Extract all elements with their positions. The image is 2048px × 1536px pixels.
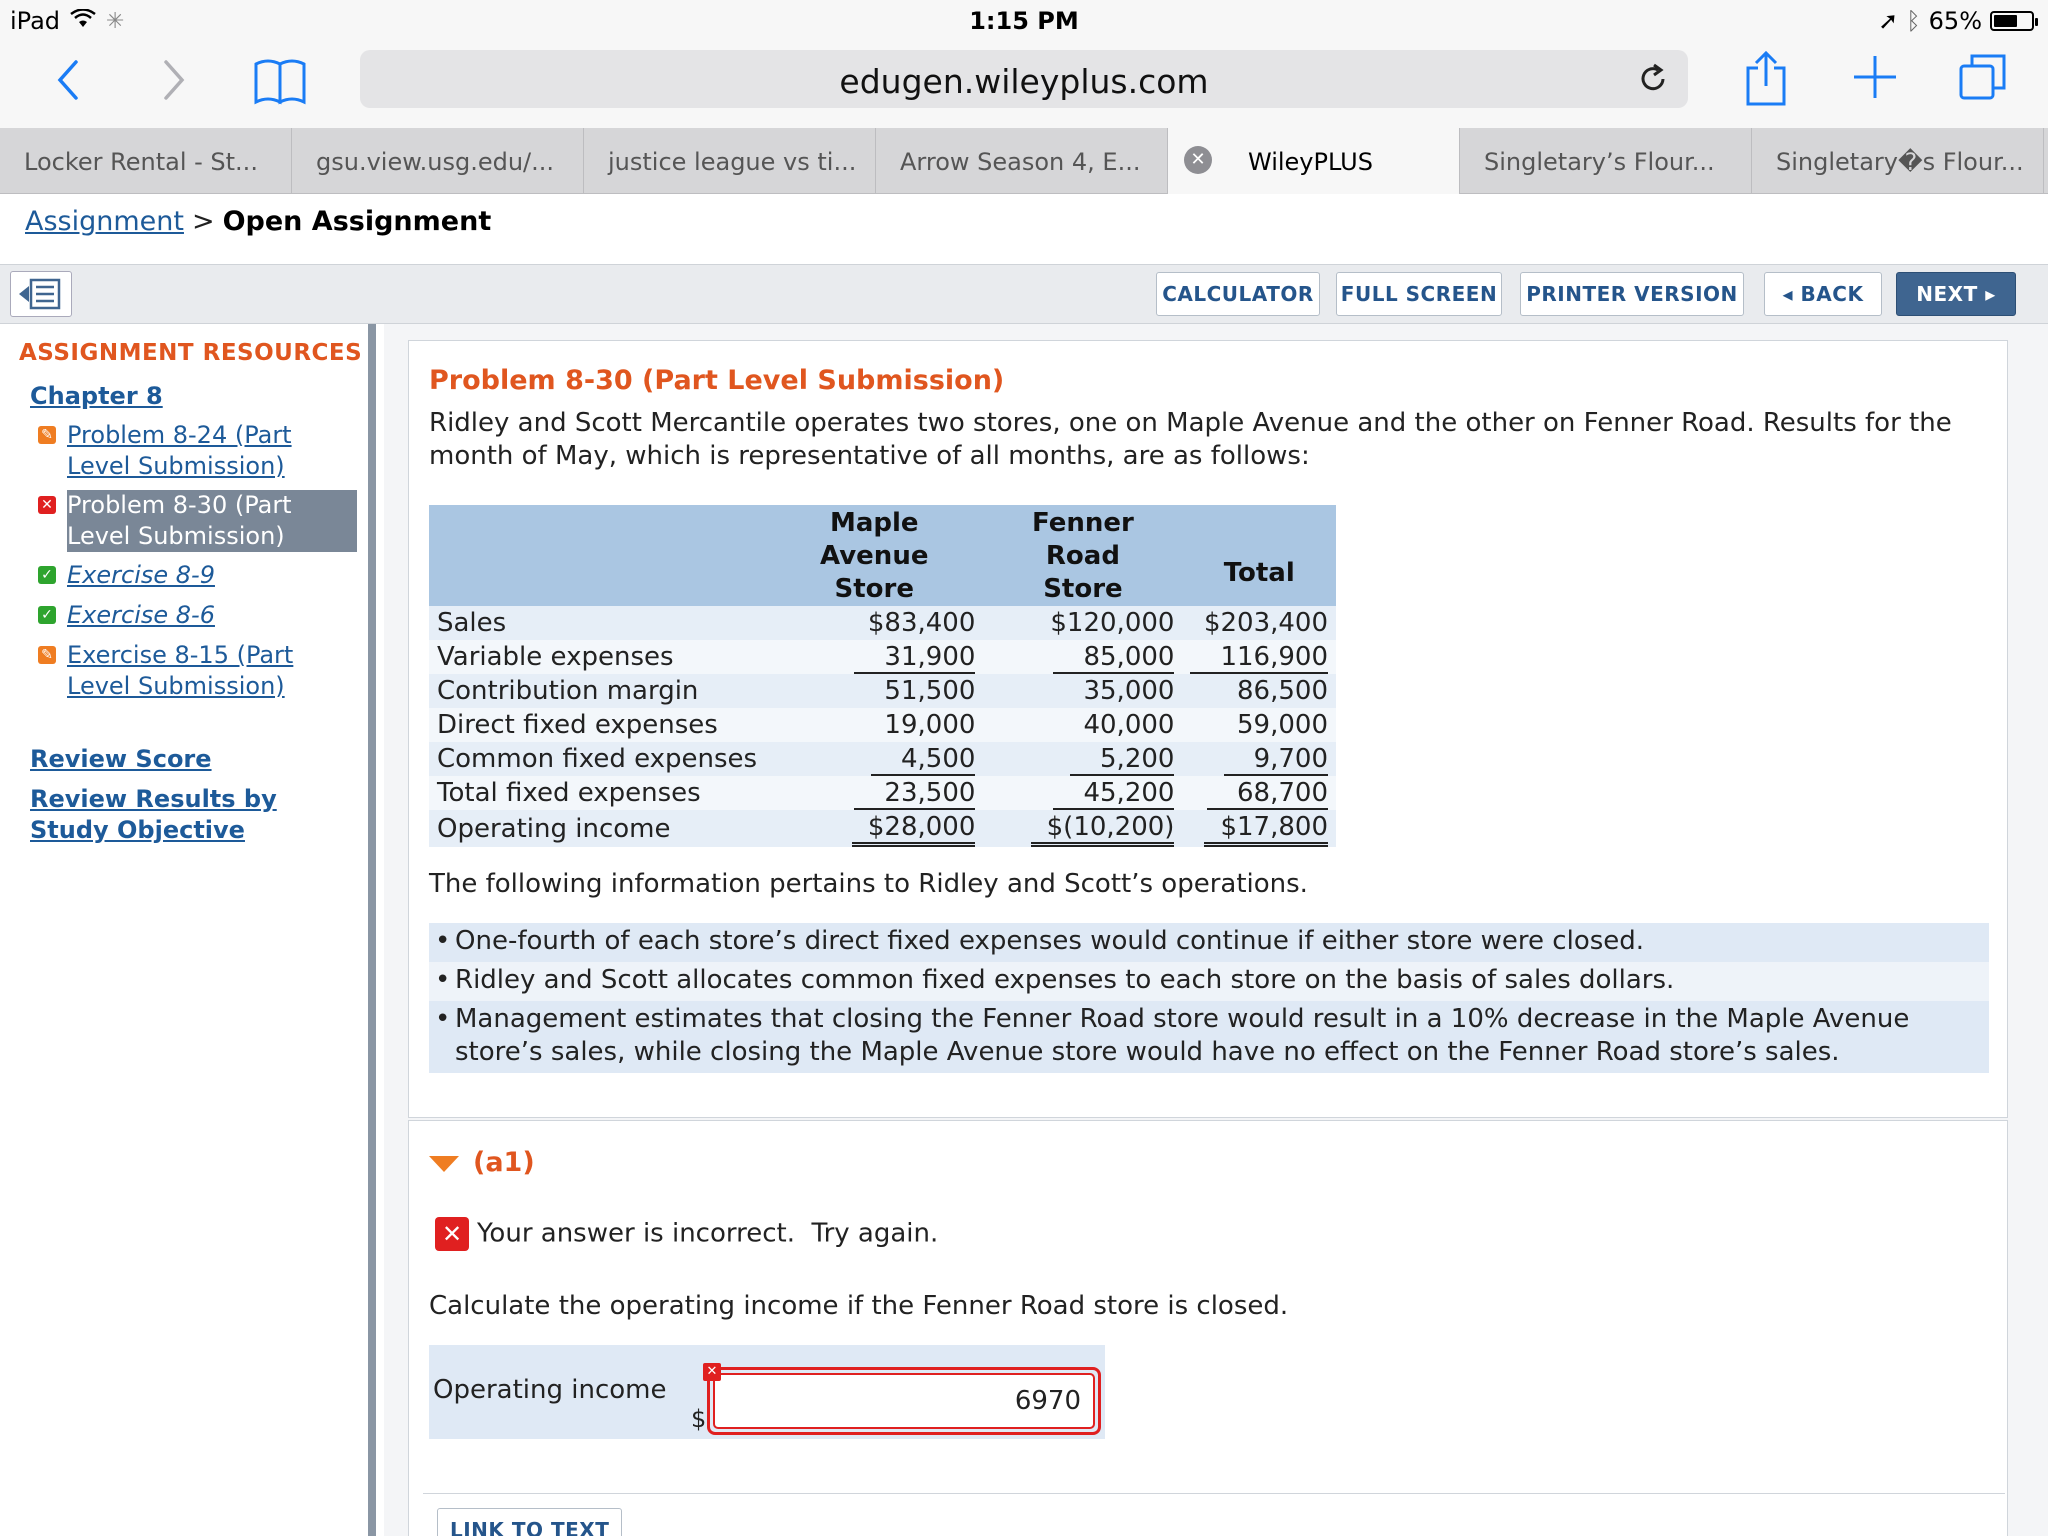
new-tab-icon[interactable] bbox=[1852, 54, 1898, 104]
row-label: Sales bbox=[429, 606, 765, 640]
cell-total: 59,000 bbox=[1182, 708, 1336, 742]
cell-value: 116,900 bbox=[1190, 642, 1328, 674]
cell-maple: 19,000 bbox=[765, 708, 983, 742]
part-a1-panel bbox=[408, 1120, 2008, 1536]
sidebar-item-exercise-8-6[interactable] bbox=[38, 600, 358, 632]
cell-maple: $83,400 bbox=[765, 606, 983, 640]
row-label: Variable expenses bbox=[429, 640, 765, 674]
cell-fenner: 35,000 bbox=[983, 674, 1182, 708]
reload-icon[interactable] bbox=[1636, 62, 1670, 100]
currency-symbol: $ bbox=[691, 1405, 707, 1433]
battery-fill bbox=[1994, 15, 2017, 27]
cell-fenner: $120,000 bbox=[983, 606, 1182, 640]
caret-left-icon: ◂ bbox=[1782, 282, 1794, 306]
input-error-icon: ✕ bbox=[703, 1363, 721, 1381]
cell-fenner bbox=[983, 742, 1182, 776]
cell-value: 85,000 bbox=[1053, 642, 1174, 674]
cell-value: 31,900 bbox=[854, 642, 975, 674]
table-row bbox=[429, 640, 1336, 674]
address-bar[interactable] bbox=[360, 50, 1688, 108]
cell-total bbox=[1182, 776, 1336, 810]
incorrect-icon: ✕ bbox=[435, 1217, 469, 1251]
tab-singletary-1[interactable]: Singletary’s Flour... bbox=[1460, 128, 1752, 194]
sidebar-item-exercise-8-15[interactable] bbox=[38, 640, 358, 704]
cell-fenner bbox=[983, 810, 1182, 847]
part-a1-toggle[interactable] bbox=[429, 1147, 535, 1178]
table-row bbox=[429, 810, 1336, 847]
resources-title: ASSIGNMENT RESOURCES bbox=[19, 340, 363, 366]
cell-maple bbox=[765, 640, 983, 674]
row-label: Common fixed expenses bbox=[429, 742, 765, 776]
back-button[interactable] bbox=[1764, 272, 1882, 316]
caret-right-icon: ▸ bbox=[1985, 282, 1996, 306]
table-header-fenner bbox=[983, 505, 1182, 606]
table-row bbox=[429, 742, 1336, 776]
tabs-overview-icon[interactable] bbox=[1958, 52, 2008, 106]
answer-input-wrapper bbox=[707, 1367, 1101, 1435]
sidebar-item-label: Problem 8-24 (Part Level Submission) bbox=[67, 421, 292, 480]
status-time: 1:15 PM bbox=[969, 7, 1079, 35]
pencil-status-icon: ✎ bbox=[38, 426, 56, 444]
bookmarks-icon[interactable] bbox=[252, 56, 308, 110]
cell-fenner bbox=[983, 776, 1182, 810]
operations-info: The following information pertains to Ridley and Scott’s operations. bbox=[429, 869, 1308, 899]
table-row bbox=[429, 606, 1336, 640]
breadcrumb bbox=[25, 206, 491, 237]
table-row bbox=[429, 776, 1336, 810]
check-status-icon: ✓ bbox=[38, 606, 56, 624]
cell-fenner: 40,000 bbox=[983, 708, 1182, 742]
sidebar-item-problem-8-24[interactable] bbox=[38, 420, 358, 484]
problem-panel bbox=[408, 340, 2008, 1118]
table-header-maple bbox=[765, 505, 983, 606]
cell-value: $17,800 bbox=[1204, 812, 1328, 847]
part-a1-label: (a1) bbox=[473, 1147, 535, 1178]
cell-maple bbox=[765, 742, 983, 776]
table-row bbox=[429, 708, 1336, 742]
table-row bbox=[429, 674, 1336, 708]
row-label: Contribution margin bbox=[429, 674, 765, 708]
link-to-text-button[interactable]: LINK TO TEXT bbox=[437, 1508, 622, 1536]
tab-wileyplus-label: WileyPLUS bbox=[1248, 148, 1373, 176]
link-box bbox=[423, 1493, 2005, 1536]
row-label: Total fixed expenses bbox=[429, 776, 765, 810]
cell-value: 5,200 bbox=[1070, 744, 1174, 776]
check-status-icon: ✓ bbox=[38, 566, 56, 584]
battery-icon bbox=[1990, 11, 2034, 31]
assignment-sidebar bbox=[0, 324, 376, 1536]
header-line: Store bbox=[834, 574, 914, 604]
url-text: edugen.wileyplus.com bbox=[839, 62, 1209, 101]
breadcrumb-current: Open Assignment bbox=[222, 206, 492, 237]
collapse-triangle-icon bbox=[429, 1156, 459, 1172]
operating-income-input[interactable] bbox=[713, 1373, 1095, 1429]
location-icon: ➚ bbox=[1878, 7, 1899, 35]
list-item: • Ridley and Scott allocates common fixed expenses to each store on the basis of sales dollars. bbox=[429, 962, 1989, 1001]
header-line: Total bbox=[1223, 557, 1295, 588]
pencil-status-icon: ✎ bbox=[38, 646, 56, 664]
sidebar-item-problem-8-30[interactable] bbox=[38, 490, 358, 554]
cell-maple bbox=[765, 810, 983, 847]
collapse-sidebar-icon bbox=[11, 272, 71, 316]
sidebar-item-label: Exercise 8-6 bbox=[67, 601, 215, 629]
answer-row bbox=[429, 1345, 1105, 1439]
browser-toolbar bbox=[0, 42, 2048, 128]
breadcrumb-separator: > bbox=[191, 206, 215, 237]
review-score-link[interactable]: Review Score bbox=[30, 745, 212, 773]
close-tab-icon[interactable]: ✕ bbox=[1184, 146, 1212, 174]
sidebar-item-exercise-8-9[interactable] bbox=[38, 560, 358, 592]
status-bar bbox=[0, 0, 2048, 42]
full-screen-button[interactable]: FULL SCREEN bbox=[1336, 272, 1502, 316]
incorrect-status-icon: ✕ bbox=[38, 496, 56, 514]
cell-value: $28,000 bbox=[852, 812, 976, 847]
cell-fenner bbox=[983, 640, 1182, 674]
main-content bbox=[384, 324, 2048, 1536]
review-results-link[interactable]: Review Results by Study Objective bbox=[30, 785, 277, 844]
bluetooth-icon: ᛒ bbox=[1906, 7, 1921, 35]
status-right bbox=[1878, 7, 2034, 35]
tab-justice-league[interactable]: justice league vs ti... bbox=[584, 128, 876, 194]
feedback-text: Your answer is incorrect. Try again. bbox=[477, 1218, 939, 1249]
calculator-button[interactable]: CALCULATOR bbox=[1156, 272, 1320, 316]
printer-version-button[interactable]: PRINTER VERSION bbox=[1520, 272, 1744, 316]
back-button-label: BACK bbox=[1800, 282, 1864, 306]
table-header-blank bbox=[429, 505, 765, 606]
bullet-list bbox=[429, 923, 1989, 1073]
share-icon[interactable] bbox=[1744, 50, 1788, 112]
cell-value: 68,700 bbox=[1207, 778, 1328, 810]
next-button[interactable] bbox=[1896, 272, 2016, 316]
cell-maple bbox=[765, 776, 983, 810]
sidebar-item-label: Exercise 8-9 bbox=[67, 561, 215, 589]
tab-arrow[interactable]: Arrow Season 4, E... bbox=[876, 128, 1168, 194]
browser-tabs bbox=[0, 128, 2048, 194]
problem-title: Problem 8-30 (Part Level Submission) bbox=[429, 365, 1005, 396]
sidebar-item-label: Problem 8-30 (Part Level Submission) bbox=[67, 490, 357, 552]
tab-locker-rental[interactable]: Locker Rental - St... bbox=[0, 128, 292, 194]
table-header-total bbox=[1182, 505, 1336, 606]
next-button-label: NEXT bbox=[1916, 282, 1978, 306]
feedback-message bbox=[435, 1217, 938, 1251]
cell-total bbox=[1182, 640, 1336, 674]
cell-total bbox=[1182, 810, 1336, 847]
cell-value: $(10,200) bbox=[1031, 812, 1175, 847]
cell-maple: 51,500 bbox=[765, 674, 983, 708]
answer-label: Operating income bbox=[433, 1375, 667, 1405]
cell-value: 45,200 bbox=[1053, 778, 1174, 810]
list-item: • One-fourth of each store’s direct fixed expenses would continue if either store were closed. bbox=[429, 923, 1989, 962]
cell-value: 4,500 bbox=[871, 744, 975, 776]
cell-value: 23,500 bbox=[854, 778, 975, 810]
forward-nav-icon[interactable] bbox=[158, 56, 190, 108]
chapter-link[interactable]: Chapter 8 bbox=[30, 382, 163, 410]
list-item: • Management estimates that closing the Fenner Road store would result in a 10% decrease in the Maple Avenue store’s sales, while closing the Maple Avenue store would have no effect on the Fenner Road store’s sales. bbox=[429, 1001, 1989, 1073]
breadcrumb-assignment-link[interactable]: Assignment bbox=[25, 206, 184, 237]
tab-singletary-2[interactable]: Singletary�s Flour... bbox=[1752, 128, 2044, 194]
device-name: iPad bbox=[10, 7, 61, 35]
question-text: Calculate the operating income if the Fenner Road store is closed. bbox=[429, 1291, 1289, 1321]
cell-value: 9,700 bbox=[1224, 744, 1328, 776]
cell-total: 86,500 bbox=[1182, 674, 1336, 708]
collapse-sidebar-button[interactable] bbox=[10, 271, 72, 317]
row-label: Operating income bbox=[429, 810, 765, 847]
problem-intro: Ridley and Scott Mercantile operates two stores, one on Maple Avenue and the other on Fenner Road. Results for the month of May, which is representative of all months, are as follows: bbox=[429, 408, 1952, 471]
header-line: Maple Avenue bbox=[820, 508, 929, 571]
header-line: Fenner Road bbox=[1032, 508, 1134, 571]
row-label: Direct fixed expenses bbox=[429, 708, 765, 742]
financial-table bbox=[429, 505, 1336, 847]
activity-spinner-icon: ✳ bbox=[106, 8, 125, 34]
header-line: Store bbox=[1043, 574, 1123, 604]
cell-total bbox=[1182, 742, 1336, 776]
battery-percent: 65% bbox=[1928, 7, 1982, 35]
tab-gsu[interactable]: gsu.view.usg.edu/... bbox=[292, 128, 584, 194]
assignment-toolbar bbox=[0, 264, 2048, 324]
tab-wileyplus[interactable] bbox=[1168, 128, 1460, 194]
back-nav-icon[interactable] bbox=[52, 56, 84, 108]
cell-total: $203,400 bbox=[1182, 606, 1336, 640]
sidebar-item-label: Exercise 8-15 (Part Level Submission) bbox=[67, 641, 294, 700]
